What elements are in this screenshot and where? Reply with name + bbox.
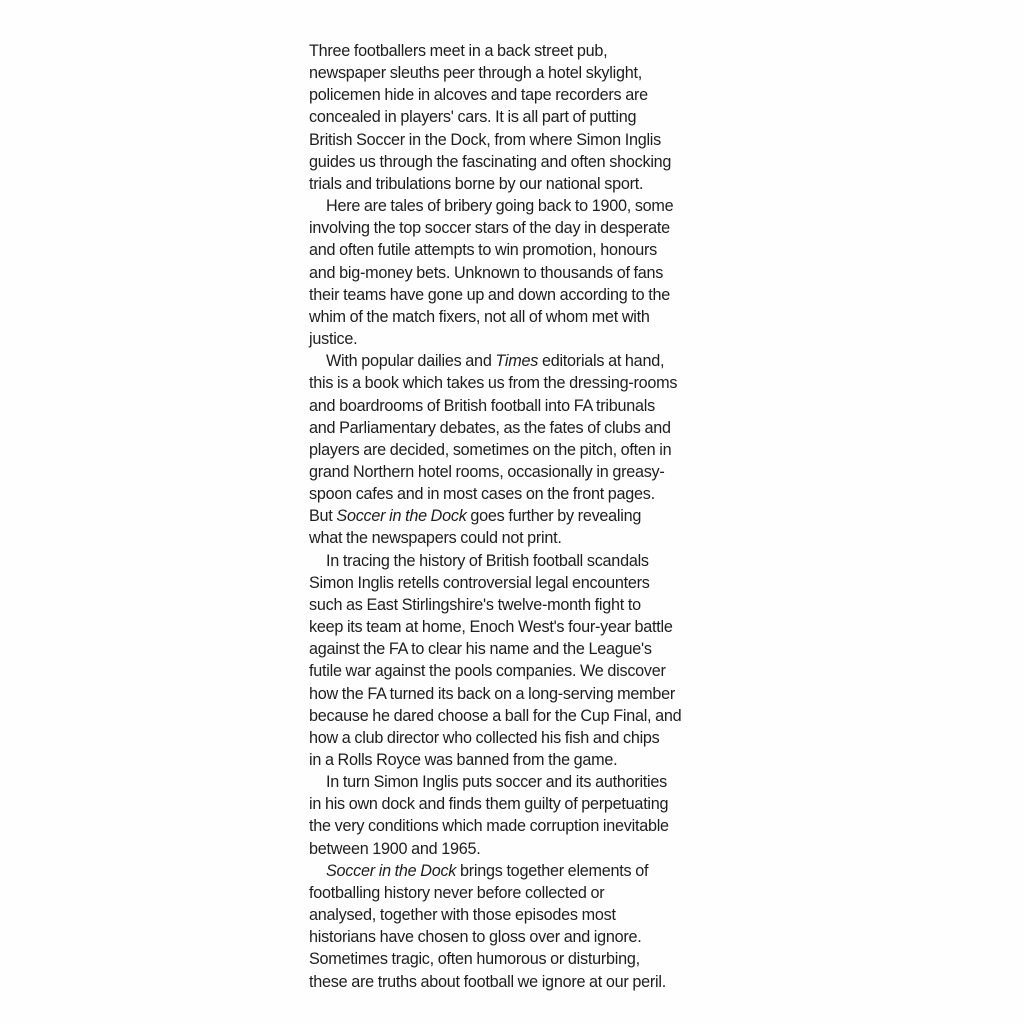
blurb-paragraph [309,350,713,549]
text-line: concealed in players' cars. It is all part of putting [309,108,637,127]
text-line: British Soccer in the Dock, from where Simon Inglis [309,130,661,149]
text-line: in a Rolls Royce was banned from the game. [309,751,618,769]
blurb-paragraph [309,195,713,350]
text-line: what the newspapers could not print. [309,529,562,548]
text-line: and often futile attempts to win promotion, honours [309,241,657,260]
text-line: But Soccer in the Dock goes further by revealing [309,507,642,526]
text-line: Three footballers meet in a back street pub, [309,42,608,60]
text-line: against the FA to clear his name and the League's [309,640,652,659]
book-blurb-text [309,40,713,993]
italic-title: Soccer in the Dock [336,507,467,526]
text-line: In turn Simon Inglis puts soccer and its authorities [326,773,667,792]
text-line: this is a book which takes us from the dressing-rooms [309,374,678,393]
text-line: guides us through the fascinating and often shocking [309,152,672,171]
text-line: justice. [309,330,358,349]
text-line: footballing history never before collected or [309,883,605,902]
text-line: newspaper sleuths peer through a hotel skylight, [309,64,642,83]
text-line: because he dared choose a ball for the Cup Final, and [309,706,682,725]
text-line: Here are tales of bribery going back to 1900, some [326,197,674,216]
text-line: their teams have gone up and down according to the [309,285,670,304]
text-line: and boardrooms of British football into FA tribunals [309,396,655,415]
text-line: analysed, together with those episodes most [309,906,616,925]
blurb-paragraph [309,771,713,860]
text-line: these are truths about football we ignore at our peril. [309,972,666,991]
text-line: In tracing the history of British football scandals [326,551,649,570]
text-line: grand Northern hotel rooms, occasionally in greasy- [309,462,665,481]
text-line: how the FA turned its back on a long-serving member [309,684,676,703]
blurb-paragraph [309,550,713,772]
text-line: between 1900 and 1965. [309,839,481,858]
blurb-paragraph [309,860,713,993]
text-line: how a club director who collected his fish and chips [309,728,660,747]
text-line: Soccer in the Dock brings together elements of [326,861,649,880]
text-line: keep its team at home, Enoch West's four-year battle [309,618,673,637]
text-line: futile war against the pools companies. We discover [309,662,666,681]
text-line: in his own dock and finds them guilty of perpetuating [309,795,669,814]
text-line: spoon cafes and in most cases on the front pages. [309,485,655,504]
italic-title: Times [495,352,539,371]
text-line: involving the top soccer stars of the day in desperate [309,219,670,238]
text-line: Sometimes tragic, often humorous or disturbing, [309,950,640,969]
text-line: and Parliamentary debates, as the fates of clubs and [309,418,671,437]
text-line: policemen hide in alcoves and tape recorders are [309,86,648,105]
text-line: the very conditions which made corruption inevitable [309,817,669,836]
text-line: Simon Inglis retells controversial legal encounters [309,573,650,592]
text-line: and big-money bets. Unknown to thousands of fans [309,263,664,282]
text-line: such as East Stirlingshire's twelve-month fight to [309,595,641,614]
text-line: whim of the match fixers, not all of whom met with [309,307,650,326]
text-line: With popular dailies and Times editorials at hand, [326,352,665,371]
text-line: historians have chosen to gloss over and ignore. [309,928,642,947]
text-line: players are decided, sometimes on the pitch, often in [309,440,672,459]
text-line: trials and tribulations borne by our national sport. [309,174,644,193]
blurb-paragraph [309,40,713,195]
italic-title: Soccer in the Dock [326,861,457,880]
